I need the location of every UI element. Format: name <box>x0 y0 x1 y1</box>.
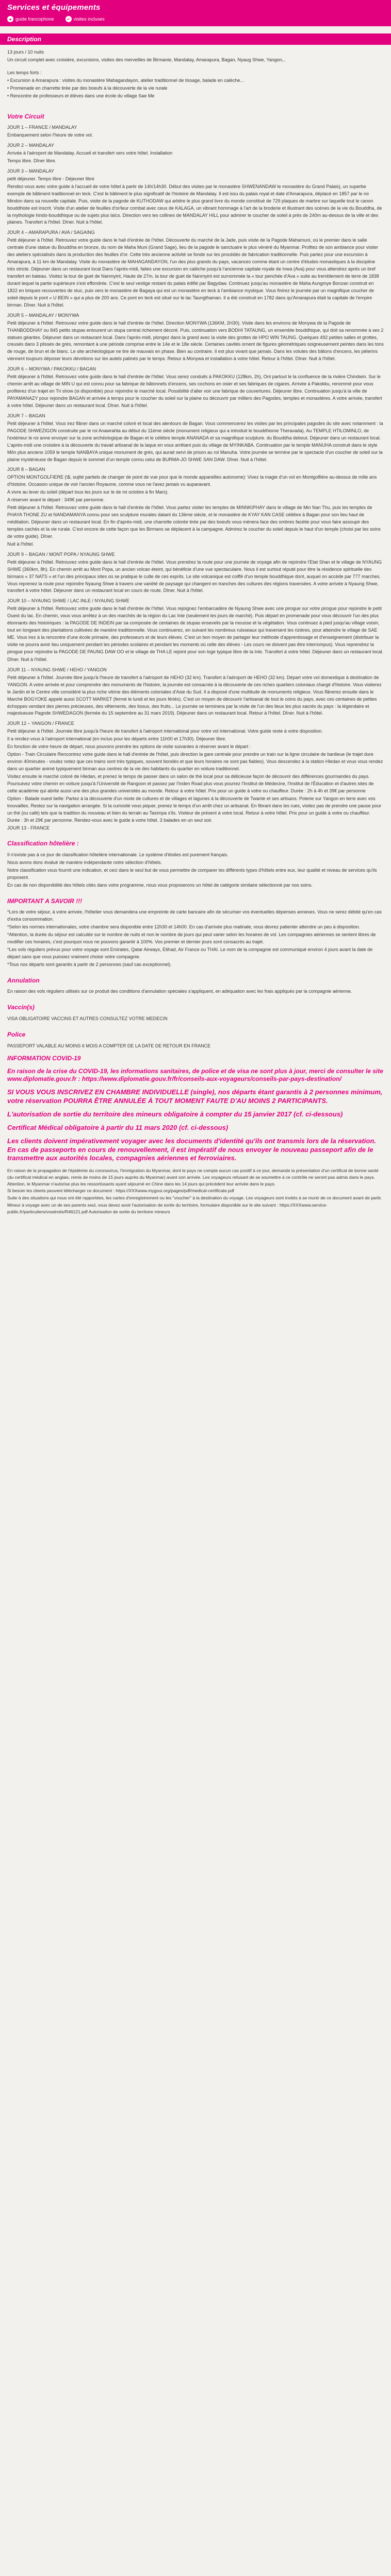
day-text: OPTION MONTGOLFIERE (\$, sujtté partiels de changer de point de vue pour que le monde appareilles autonome): Vivez la magie d'un vol en Montgolfière au-dessus de mille ans d'histoire. Occasion unique de voir l'ancien Royaume, comme vous ne l'avez jamais vu auparavant. <box>7 474 377 487</box>
circuit-day <box>7 413 384 464</box>
police-heading: Police <box>7 1030 26 1038</box>
day-title: JOUR 9 – BAGAN / MONT POPA / NYAUNG SHWE <box>7 551 115 557</box>
day-title: JOUR 8 – BAGAN <box>7 467 45 472</box>
circuit-section <box>0 100 391 1231</box>
description-line: • Excursion à Amarapura : visites du monastère Mahagandayon, atelier traditionnel de tissage, balade en calèche... <box>7 77 244 83</box>
guide-icon: ● <box>7 16 13 22</box>
badge-guide-label: guide francophone <box>15 16 54 22</box>
day-title: JOUR 4 – AMARAPURA / AVA / SAGAING <box>7 230 95 235</box>
circuit-day <box>7 229 384 309</box>
visits-icon: ✓ <box>66 16 72 22</box>
badge-visits-label: visites incluses <box>73 16 105 22</box>
covid-notice <box>7 1055 384 1162</box>
covid-line: En raison de la crise du COVID-19, les informations sanitaires, de police et de visa ne sont plus à jour, merci de consulter le site www.diplomatie.gouv.fr : https://www.diplomatie.gouv.fr/fr/conseils-aux-voyageurs/conseils-par-pays-destination/ <box>7 1067 383 1083</box>
day-text: En fonction de votre heure de départ, nous pouvons prendre les options de visite suivantes à réserver avant le départ : <box>7 744 251 750</box>
day-title: JOUR 11 – NYAUNG SHWE / HEHO / YANGON <box>7 667 107 672</box>
covid-line: L'autorisation de sortie du territoire des mineurs obligatoire à compter du 15 janvier 2017 (cf. ci-dessous) <box>7 1110 343 1118</box>
day-text: A vivre au lever du soleil (départ tous les jours sur le de mi octobre à fin Mars). <box>7 489 169 495</box>
circuit-day <box>7 466 384 548</box>
day-title: JOUR 10 – NYAUNG SHWE / LAC INLE / NYAUNG SHWE <box>7 598 129 604</box>
circuit-day <box>7 312 384 363</box>
day-text: petit déjeuner. Temps libre - Déjeuner libre <box>7 176 94 181</box>
important-heading: IMPORTANT A SAVOIR !!! <box>7 897 83 905</box>
day-text: JOUR 13 - FRANCE <box>7 825 50 831</box>
services-title: Services et équipements <box>7 3 101 12</box>
day-text: Petit déjeuner à l'hôtel. Retrouvez votre guide dans le hall d'entrée de l'hôtel. Vous rejoignez l'embarcadère de Nyaung Shwe avec une pirogue sur votre pirogue pour rejoindre le petit Ouest du lac. En chemin, vous vous arrêtez à un des marchés de la région du Lac Inle (seulement les jours de marché). Puis départ en promenade pour vous découvrir l'un des plus étonnants des histoiriques : la PAGODE DE INDEIN par sa composée de centaines de stupas ensevelis par la mousse et la végétation. Vous continuez à pied jusqu'au village voisin, tout en longeant des plantations cultivées de manière traditionnelle. Vous continuerez, en suivant les nombreux ruisseaux qui traversent les rizières, pour atteindre le village de SAE ME. Vous irez à la rencontre d'une école primaire, des professeurs et de leurs élèves. C'est un bon moyen de partager leur méthode d'apprentissage et d'enseignement (distribuer la visite ne pourra avoir lieu uniquement pendant les périodes scolaires et pendant les moments où celle des élèves - Les cours ne doivent pas être interrompus). Vous reprendrez la pirogue pour rejoindre la PAGODE DE PAUNG DAW OO et le village de THA LE rejoint pour son loge typique libre de la Inle. Transfert à votre hôtel. Déjeuner dans un restaurant local. <box>7 606 384 654</box>
vaccins-heading: Vaccin(s) <box>7 1004 35 1011</box>
description-line: 13 jours / 10 nuits <box>7 49 44 55</box>
day-text: A réserver avant le départ : 349€ par personne. <box>7 497 105 503</box>
description-line <box>7 64 384 69</box>
classification-line: Il n'existe pas à ce jour de classification hôtelière internationale. Le système d'étoiles est purement français. <box>7 852 229 858</box>
covid-details <box>7 1167 384 1215</box>
description-line: • Rencontre de professeurs et élèves dans une école du village Sae Me <box>7 93 155 98</box>
annulation-line: En raison des vols réguliers utilisés sur ce produit des conditions d'annulation spéciales s'appliquent, en adéquation avec les frais appliqués par la compagnie aérienne. <box>7 989 352 994</box>
circuit-day <box>7 124 384 139</box>
day-text: Temps libre. Dîner libre. <box>7 158 57 163</box>
classification-line: Notre classification vous fournit une indication, et ceci dans le seul but de vous permettre de comparer les différents types d'hôtels entre eux, leur qualité et niveau de services qu'ils proposent. <box>7 867 377 880</box>
day-text: Petit déjeuner à l'hôtel. Retrouvez votre guide dans le hall d'entrée de l'hôtel. Direction MONYWA (136KM, 2H30). Visite dans les environs de Monywa de la Pagode de THANBODDHAY ou 845 petits stupas entourent un stupa central richement décoré. Puis, continuation vers BODHI TATAUNG, un ensemble bouddhique, qui doit sa renommée à ses 2 statues géantes. Déjeuner dans un restaurant local. Dans l'après-midi, plongez dans la grand avec la visite des grottes de HPO WIN TAUNG. Quelques 492 petites salles et grottes, creusés dans 3 plissés de grès, remontant à une période comprise entre le 14e et le 18e siècle. Certaines cavités ornent de figures géométriques soigneusement peintes dans les tons de rouge, de brun et de blanc. Le site archéologique ne tire de mauvais en phase. Bien au contraire. Il est plus vivant que jamais. Dans les volutes des bâtons d'encens, les pèlerins viennent toujours déposer leurs dévotions sur les autels patinés par le temps. Retour à Monywa et installation à votre hôtel. Retour à l'hôtel. Dîner. Nuit à l'hôtel. <box>7 320 384 362</box>
day-title: JOUR 1 – FRANCE / MANDALAY <box>7 125 77 130</box>
day-text: Petit déjeuner à l'hôtel. Retrouvez votre guide dans le hall d'entrée de l'hôtel. Vous serez conduits à PAKOKKU (128km, 2h), Ont partout le la confluence de la rivière Chindwin. Sur le chemin arrêt au village de MIN U qui est connu pour sa fabrique de bâtonnets d'encens, ses cochons en osier et ses fabriques de cigares. Arrivée à Pakokku, renommé pour vous profiterez d'un trajet en Tri show (si disponible) pour rejoindre le marché local. Possibilité d'aller voir une fabrique de couvertures. Déjeuner libre. Continuation jusqu'à la ville de PAYAMANAZY pour rejoindre BAGAN et arrivée à temps pour le coucher du soleil sur la plaine ou découvrir par milliers des Pagodes, temples et monastères. A votre arrivée, transfert à votre hôtel. Déjeuner dans un restaurant local. Dîner. Nuit à l'hôtel. <box>7 374 382 408</box>
covid-line: SI VOUS VOUS INSCRIVEZ EN CHAMBRE INDIVIDUELLE (single), nos départs étant garantis à 2 personnes minimum, votre réservation POURRA ÊTRE ANNULÉE À TOUT MOMENT FAUTE D'AU MOINS 2 PARTICIPANTS. <box>7 1088 383 1105</box>
police-body <box>7 1043 384 1050</box>
circuit-day <box>7 720 384 832</box>
day-title: JOUR 12 – YANGON / FRANCE <box>7 721 74 726</box>
circuit-day <box>7 142 384 165</box>
circuit-day <box>7 667 384 718</box>
classification-body <box>7 852 384 889</box>
day-text: Petit déjeuner à l'hôtel. Vous irez flâner dans un marché coloré et local des alentours de Bagan. Vous commencerez les visites par les principales pagodes du site avec notamment : la PAGODE SHWEZIGON construite par le roi Anawrahta au début du 11ème siècle (monument religieux qui a introduit le bouddhisme Theravada). Au TEMPLE HTILOMINLO, de l'extérieur le roi anne envoyer sur la zone archéologique de Bagan et le célèbre temple ANANADA et sa magnifique sculpture. du Bouddha debout. Déjeuner dans un restaurant local. L'après-midi une croisière à la découverte du travail artisanal de la laque en vous arrêtant puis du village de MYINKABA. Continuation par le temple MANUHA construit dans le style Môn plus anciens 1059 le temple NANBAYA unique monument de grès, qui aurait servi de prison au roi Manuha. Votre journée se termine par le spectacle d'un coucher de soleil sur la plaine mystérieuse de Bagan depuis le sommet d'un temple connu celui de BURMA-JO SHWE SAN DAW. Dîner. Nuit à l'hôtel. <box>7 420 383 462</box>
circuit-heading: Votre Circuit <box>7 112 44 120</box>
day-text: Dîner. Nuit à l'hôtel. <box>7 656 48 662</box>
page <box>0 0 391 1231</box>
covid-detail-line: Mineur à voyage avec un de ses parents seul, vous devez avoir l'autorisation de sortie du territoire, formulaire disponible sur le site suivant : https://XXXwww.service-public.fr/particuliers/vosdroits/R46121.pdf Autorisation de sortie du territoire mineurs <box>7 1202 328 1214</box>
day-text: Il a rendez-vous à l'aéroport international (en inclus pour les départs entre 11h00 et 17h30). Déjeuner libre. <box>7 736 226 742</box>
covid-line: INFORMATION COVID-19 <box>7 1055 81 1062</box>
badge-visits <box>66 16 105 22</box>
day-title: JOUR 3 – MANDALAY <box>7 168 54 174</box>
day-text: Nuit à l'hôtel. <box>7 541 34 547</box>
classification-heading: Classification hôtelière : <box>7 840 79 848</box>
covid-line: Les clients doivent impérativement voyager avec les documents d'identité qu'ils ont transmis lors de la réservation. En cas de passeports en cours de renouvellement, il est impératif de nous envoyer le nouveau passeport afin de le transmettre aux autorités locales, compagnies aériennes et ferroviaires. <box>7 1137 376 1162</box>
description-body <box>0 45 391 100</box>
important-line: *Tous nos départs sont garantis à partir de 2 personnes (sauf cas exceptionnel). <box>7 961 172 967</box>
classification-line: Nous avons donc évalué de manière indépendante notre sélection d'hôtels. <box>7 860 162 865</box>
description-line: Un circuit complet avec croisière, excursions, visites des merveilles de Birmanie, Mandalay, Amarapura, Bagan, Nyaug Shwe, Yangon,.. <box>7 57 286 62</box>
covid-line: Certificat Médical obligatoire à partir du 11 mars 2020 (cf. ci-dessous) <box>7 1124 229 1132</box>
covid-detail-line: Suite à des situations qui nous ont été rapportées, les cartes d'enregistrement ou les "voucher" à la destination du voyage. Les voyageurs sont invités à se munir de ce document avant de partir. <box>7 1195 382 1201</box>
day-text: Option - Train Circulaire Rencontrez votre guide dans le hall d'entrée de l'hôtel, puis direction la gare centrale pour prendre un train sur la ligne circulaire de banlieue (le trajet dure environ 40minutes - voulez notez que ces trains sont très typiques, souvent bondés et que leurs horaires ne sont pas fiables). Vous descendez à la station Hledan et vous vous rendez dans un quartier animé typiquement birman aux centres de la vie des habitants du quartier en voiture traditionnel. <box>7 752 383 772</box>
day-title: JOUR 6 – MONYWA / PAKOKKU / BAGAN <box>7 366 96 372</box>
day-text: Petit déjeuner à l'hôtel. Journée libre jusqu'à l'heure de transfert à l'aéroport de HEHO (32 km). Transfert à l'aéroport de HEHO (32 km). Départ votre vol domestique à destination de YANGON. A votre arrivée et pour comprendre des monuments de l'histoire, la journée est consacrée à la découverte de ces riches quartiers coloniaux chargé d'histoire. Vous visiterez le Jardin et le Centre ville considéré la plus riche vitrine des éléments coloniales d'Asie du Sud. Il a disposé d'une multitude de monuments religieux. Vous flânerez ensuite dans le Marché BOGYOKE appelé aussi SCOTT MARKET (fermé le lundi et les jours fériés). C'est un moyen de découvrir l'artisanat de tout le coins du pays, avec ces centaines de petites échoppes vendant des pierres précieuses, des vêtements, des tissus, des fruits... Le journée se terminera par la visite de l'un des lieux les plus sacrés du pays : la légendaire et majestueuse Pagode SHWEDAGON (fermée du 15 septembre au 31 mars 2019). Déjeuner dans un restaurant local. Retour à l'hôtel. Dîner. Nuit à l'hôtel. <box>7 674 382 716</box>
service-badges <box>7 16 384 22</box>
important-body <box>7 909 384 969</box>
circuit-day <box>7 366 384 410</box>
day-title: JOUR 2 – MANDALAY <box>7 143 54 148</box>
vaccins-body <box>7 1015 384 1023</box>
circuit-day <box>7 598 384 663</box>
important-line: *Selon les normes internationales, votre chambre sera disponible entre 12h30 et 14h00. En cas d'arrivée plus matinale, vous devrez patienter attendre un peu à disposition. <box>7 924 361 930</box>
description-line: Les temps forts : <box>7 70 42 75</box>
day-text: Petit déjeuner à l'hôtel. Retrouvez votre guide dans le hall d'entrée de l'hôtel. Vous partez visiter les temples de MINNKIPHAY dans le village de Min Nan Thu, puis les temples de PHAYA THONE ZU et NANDAMANYA connu pour ses sculpture murales datant du 13ème siècle, et le monastère de KYAY KAN CASE célèbre à Bagan pour son lieu haut de méditation. Déjeuner dans un restaurant local. En fin d'après-midi, une charrette colorée tirée par des boeufs vous mènera face des ombres facétie pour vous faire assoupir des temples cachés et la vie rurale. C'est encore de cette façon que les Birmans se déplacent à la campagne. Admirez le coucher du soleil depuis le haut d'un temple (choisi par les soins de votre guide). Dîner. <box>7 505 381 539</box>
covid-detail-line: En raison de la propagation de l'épidémie du coronavirus, l'immigration du Myanmar, dont le pays ne compte aucun cas positif à ce jour, demande la présentation d'un certificat de bonne santé (du certificat médical en anglais, remis de moins de 15 jours auprès du Myanmar) avant son arrivée. Les voyageurs refusant de se soumettre à ce contrôle ne seront pas admis dans le pays. Attention, le Myanmar n'autorise plus les ressortissants ayant séjourné en Chine dans les 14 jours qui précèdent leur arrivée dans le pays. <box>7 1168 379 1187</box>
badge-guide <box>7 16 54 22</box>
day-text: Petit déjeuner à l'hôtel. Journée libre jusqu'à l'heure de transfert à l'aéroport international pour votre vol international. Votre guide reste à votre disposition. <box>7 728 323 734</box>
important-line: *Les vols réguliers prévus pour votre voyage sont Emirates, Qatar Airways, Etihad, Air France ou THAI. Le nom de la compagnie est communiqué environ 4 jours avant la date de départ sans que vous puissiez vraiment choisir votre compagnie. <box>7 947 373 959</box>
covid-detail-line: Si besoin les clients peuvent télécharger ce document : https://XXXwww.mygoui.org/pages/pdf/medical-certificate.pdf <box>7 1188 234 1194</box>
description-heading: Description <box>0 33 391 45</box>
police-line: PASSEPORT VALABLE AU MOINS 6 MOIS A COMPTER DE LA DATE DE RETOUR EN FRANCE <box>7 1043 211 1048</box>
vaccins-line: VISA OBLIGATOIRE VACCINS ET AUTRES CONSULTEZ VOTRE MEDECIN <box>7 1015 168 1021</box>
annulation-body <box>7 988 384 995</box>
important-line: *Lors de votre séjour, à votre arrivée, l'hôtelier vous demandera une empreinte de carte bancaire afin de sécuriser vos éventuelles dépenses annexes. Vous ne serez débité qu'en cas d'extra consommation. <box>7 909 382 922</box>
services-header <box>0 0 391 26</box>
annulation-heading: Annulation <box>7 976 40 984</box>
day-text: Visitez ensuite le marché coloré de Hledan, et prenez le temps de passer dans un salon de thé local pour sa délicieuse façon de découvrir des différences gourmandes du pays. Poursuivez votre chemin en voiture jusqu'à l'Université de Rangoon et passez par l'Inden Road plus vous pourrez l'Institut de Médecine, l'Institut de l'Éducation et d'autres sites de cette académie qui abrite aussi une des plus grandes universités au monde. Retour à votre hôtel. Prix pour un guide à votre ou chauffeur. Durée : 2h à 4h et 39€ par personne <box>7 773 374 793</box>
day-title: JOUR 5 – MANDALAY / MONYWA <box>7 312 79 318</box>
classification-line: En cas de non disponibilité des hôtels cités dans votre programme, nous vous proposerons un hôtel de catégorie similaire sélectionné par nos soins. <box>7 882 313 888</box>
day-text: Petit déjeuner à l'hôtel. Retrouvez votre guide dans le hall d'entrée de l'hôtel. Vous prendrez la route pour une journée de voyage afin de rejoindre l'Etat Shan et le village de NYAUNG SHWE (360km, 8h). En chemin arrêt au Mont Popa, un ancien volcan éteint, qui bénéficie d'une vue spectaculaire. Nous il est surtout réputé pour être la résidence spirituelle des birmans « 37 NATS » et l'un des principaux sites où se pratique le culte de ces esprits. Le site volcanique est coiffé d'un temple bouddhique dont, auquel on accède par 777 marches. Vous reprenez la route pour rejoindre Nyaung Shwe à travers une variété de paysage qui changent en tranches des cultures des régions traversées. A votre arrivée à Nyaung Shwe, transfert à votre hôtel. Déjeuner dans un restaurant local en cours de route. Dîner. Nuit à l'hôtel. <box>7 559 382 594</box>
day-text: Petit déjeuner à l'hôtel. Retrouvez votre guide dans le hall d'entrée de l'hôtel. Découverte du marché de la Jade, puis visite de la Pagode Mahamuni, où le premier dans le salle centrale d'une statue du Bouddha en bronze, du nom de Maha Muni (Grand Sage), lieu de la pagode le sanctuaire le plus vénéré du Myanmar. Profitez de son ambiance pour visiter des ateliers spécialisés dans la production des feuilles d'or. Cette très ancienne activité se fonde sur les procédés de fabrication traditionnelle. Puis partez pour une excursion à Amarapura, à 11 km de Mandalay. Visite du monastère de MAHAGANDAYON, l'un des plus grands du pays, vacances comme étant un centre d'études monastiques à la discipline très stricte. Déjeuner dans un restaurant local Dans l'après-midi, faites une excursion en calèche jusqu'à l'ancienne capitale royale de Inwa (Ava) pour vous attendrez après un bref transfert en bateau. Visitez la tour de guet de Nanmyint, Haute de 27m, la tour de guet de Nanmyint est surnommée la « tour penchée d'Ava » suite au tremblement de terre de 1838 durant lequel la partie supérieure s'est effondrée. C'est le seul vestige restant du palais édifié par Bagydaw. Continuez jusqu'au monastère de Maha Aungmye Bonzan construit en 1822 en briques recouvertes de stuc, puis vers le monastère de Bagaya qui est un monastère en teck à l'ambiance mystique. Vous finirez le journée par un magnifique coucher de soleil depuis le pont « U BEIN » qui a plus de 200 ans. Ce pont en teck est situé sur le lac Taungthaman. Il a été construit en 1782 dans qu'Amarapura était la capitale de l'empire birman. Dîner. Nuit à l'hôtel. <box>7 238 379 308</box>
circuit-day <box>7 168 384 227</box>
circuit-day <box>7 551 384 595</box>
day-text: Rendez-vous avec votre guide à l'accueil de votre hôtel à partir de 14h/14h30. Début des visites par le monastère SHWENANDAW le monastère du Grand Palais), un superbe exemple de bâtiment traditionnel en teck. C'est le bâtiment le plus significatif de l'histoire de Mandalay. Il est issu du palais royal et date d'Amarapura, déplacé en 1857 par le roi Mindon dans sa nouvelle capitale. Puis, visite de la pagode de KUTHODAW qui arbitre le plus grand livre du monde constitué de 729 plaques de marbre sur laquelle tout le canon bouddhiste est inscrit. Visite d'un atelier de feuilles d'or/leur combat avec ceux de KALAGA, un vibrant hommage à l'art de la broderie et illustrant des scènes de la vie du Bouddha, de la mythologie hindo-bouddhique ou de sujets plus laïcs. Direction vers les collines de MANDALAY HILL pour admirer le coucher de soleil à près de 240m au-dessus de la ville et des plaines. Transfert à l'hôtel. Dîner. Nuit à l'hôtel. <box>7 183 382 225</box>
day-text: Option - Balade ouest belle: Partez à la découverte d'un mixte de cultures et de villages et lagunes à la découverte de Twante et ses artisans. Poterie sur Yangon en terre avec vos trouvailles. Restez sur la navigation arrangée. Si la curiosité vous piquer, prenez le temps d'un arrêt chez un artisanat. En fibrant dans les rues, visitez pas de prendre une pause pour un thé (ou café) tels que la tradition du nouveau et bien du terrain au Tasimpa s'ils. Visiteur de présent à votre local. Retour à votre hôtel. Prix pour un guide à votre ou chauffeur. Durée : 3h et 29€ par personne. Rendez-vous avec le guide à votre hôtel. 3 balades en un seul soir. <box>7 795 382 823</box>
day-text: Embarquement selon l'heure de votre vol. <box>7 132 93 138</box>
important-line: *Attention, la durée du séjour est calculée sur le nombre de nuits et non le nombre de jours qui peut varier selon les horaires de vol. Les compagnies aériennes se sentent libres de modifier ces horaires, c'est pourquoi nous ne pouvons garantir à 100%. Vos premier et dernier jours sont consacrés au trajet. <box>7 932 376 945</box>
day-text: Arrivée à l'aéroport de Mandalay. Accueil et transfert vers votre hôtel. Installation <box>7 150 173 156</box>
day-title: JOUR 7 – BAGAN <box>7 413 45 418</box>
circuit-days <box>7 124 384 832</box>
description-line: • Promenade en charrette tirée par des boeufs à la découverte de la vie rurale <box>7 85 168 91</box>
